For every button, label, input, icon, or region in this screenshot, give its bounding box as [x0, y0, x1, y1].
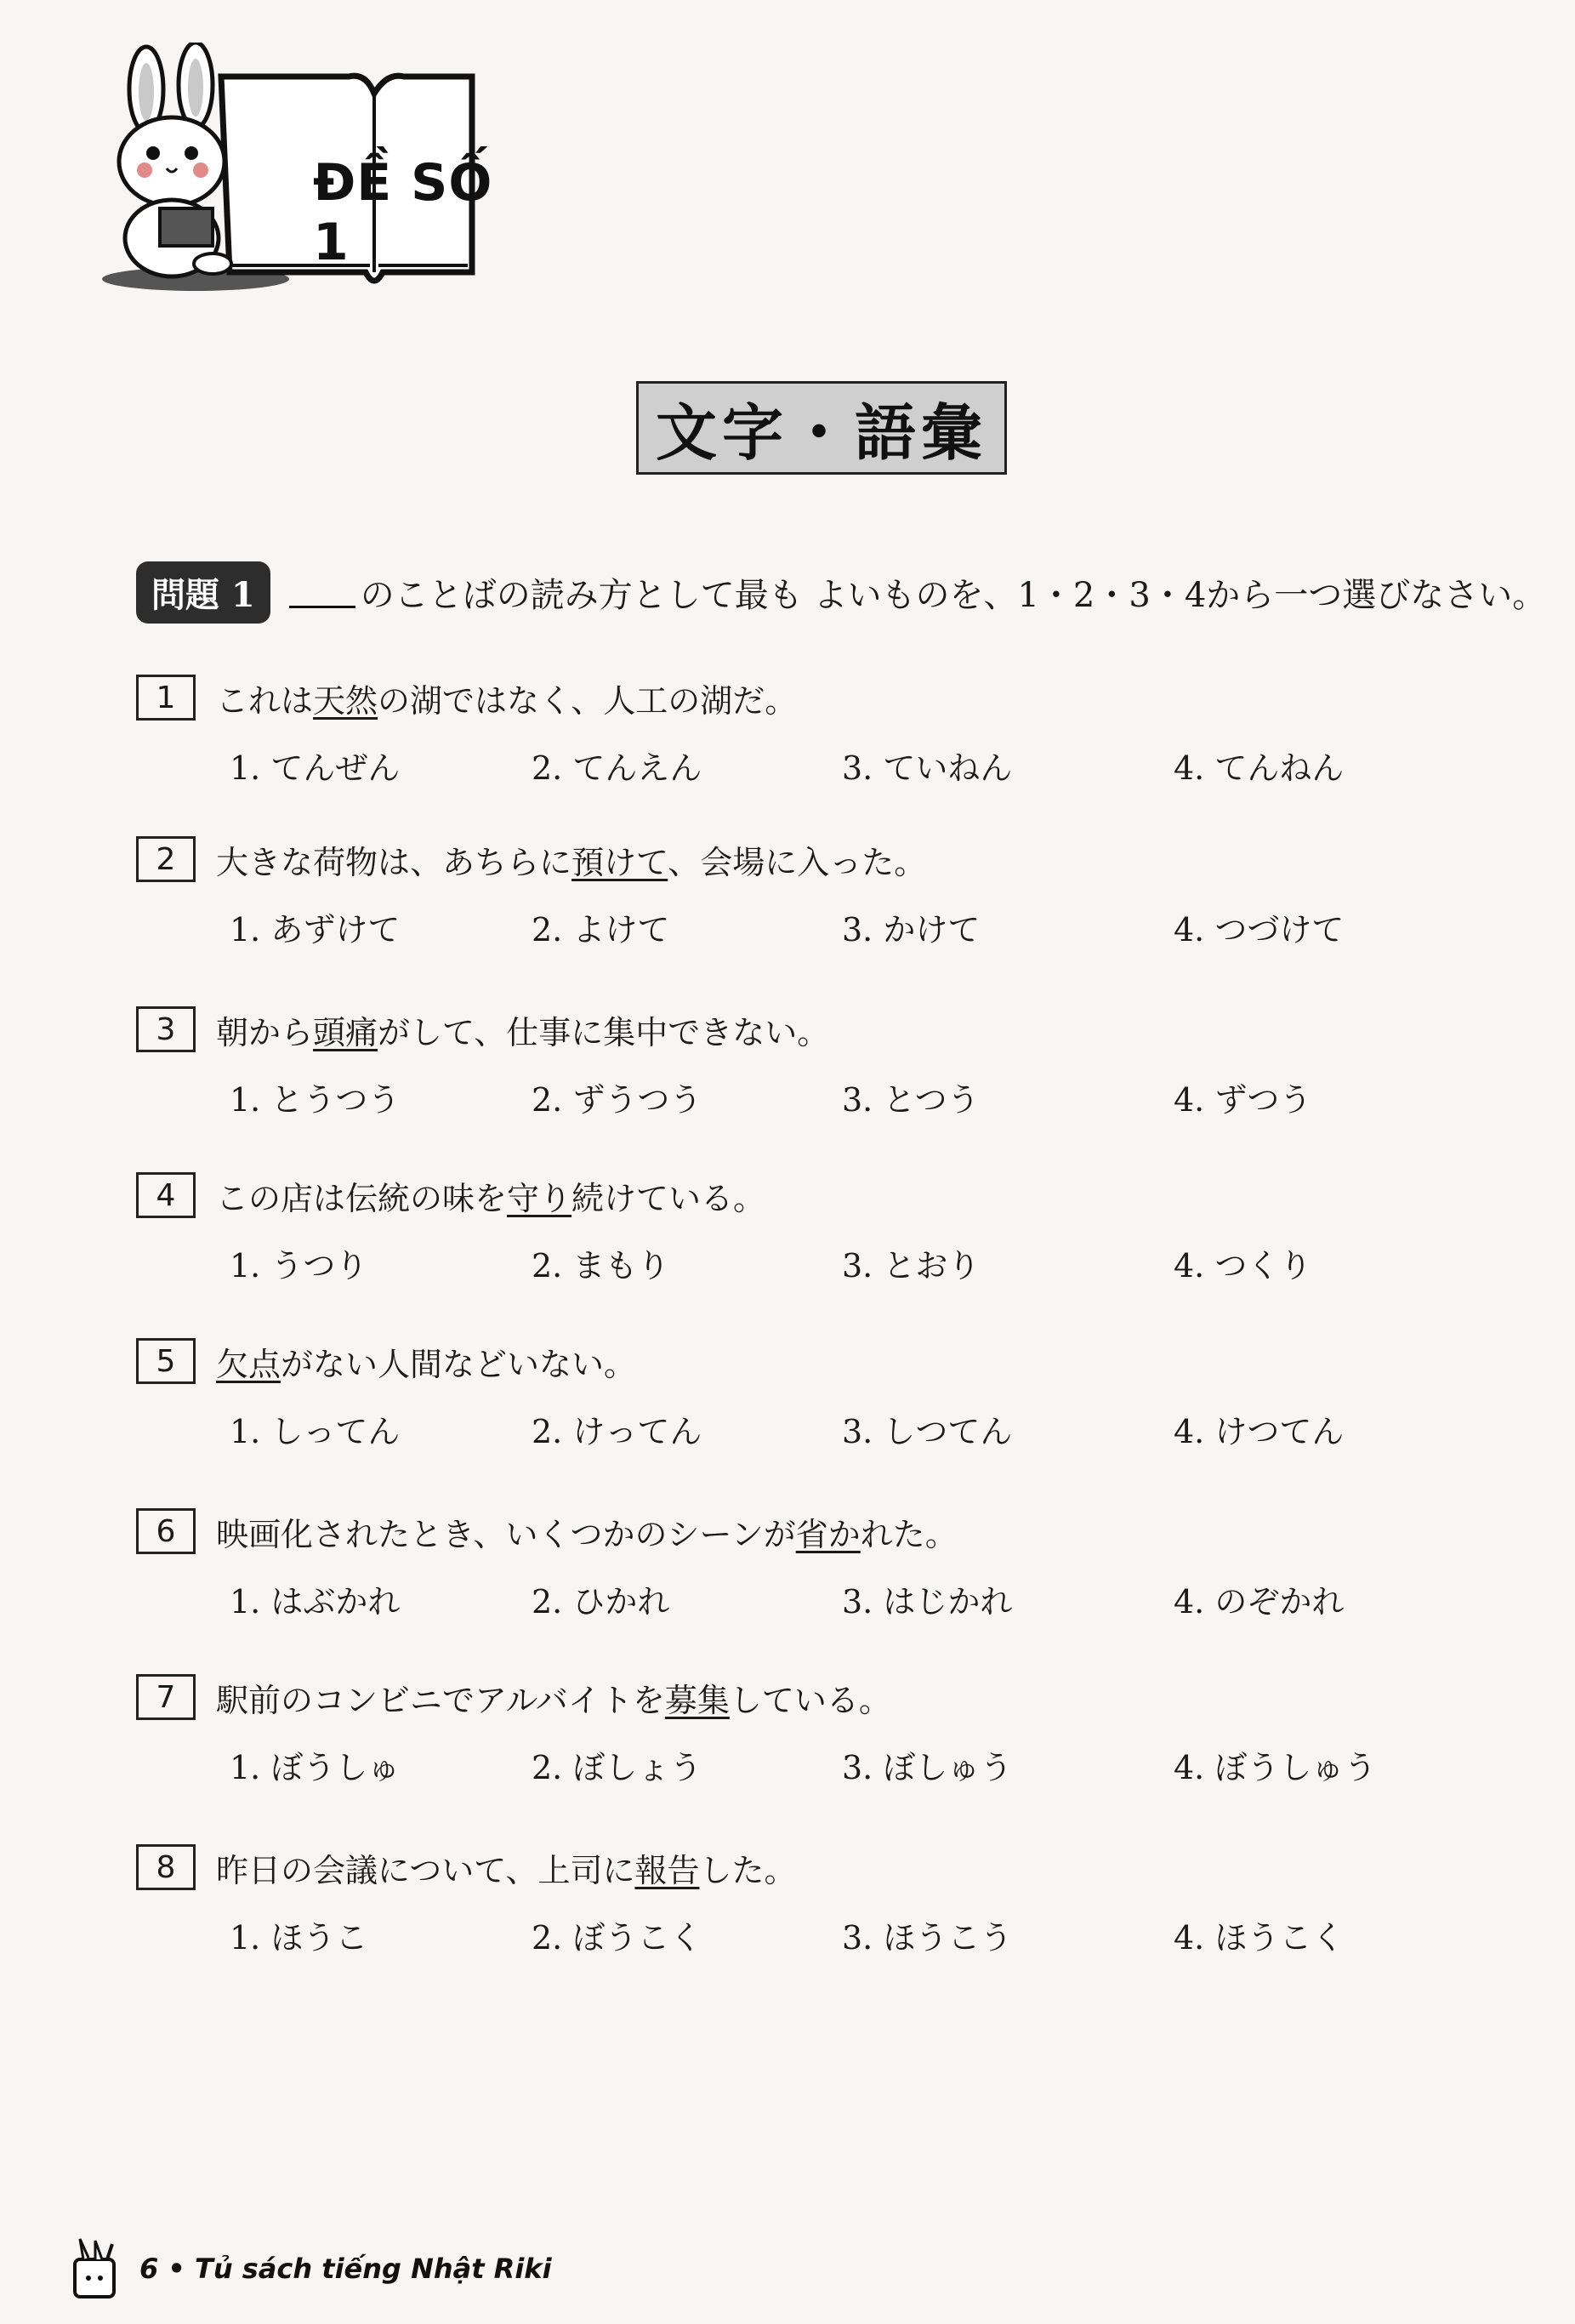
instruction-text: のことばの読み方として最も よいものを、1・2・3・4から一つ選びなさい。 — [360, 576, 1547, 615]
choice-1: 1. うつり — [230, 1247, 368, 1284]
question-number: 4 — [136, 1172, 196, 1218]
question-text: 昨日の会議について、上司に報告した。 — [216, 1851, 797, 1889]
choice-1: 1. ほうこ — [230, 1919, 368, 1957]
question-item — [136, 1672, 1497, 1792]
question-text: 欠点がない人間などいない。 — [216, 1345, 637, 1383]
question-item — [136, 1506, 1497, 1626]
question-item — [136, 1004, 1497, 1125]
target-word: 募集 — [664, 1681, 730, 1719]
question-text: これは天然の湖ではなく、人工の湖だ。 — [216, 681, 798, 720]
choice-3: 3. とつう — [842, 1081, 980, 1119]
choice-4: 4. けつてん — [1174, 1413, 1345, 1450]
question-number: 2 — [136, 836, 196, 882]
choice-3: 3. ほうこう — [842, 1919, 1013, 1957]
answer-choices — [136, 742, 1497, 793]
answer-choices — [136, 1575, 1497, 1626]
question-number: 3 — [136, 1006, 196, 1052]
question-text: 映画化されたとき、いくつかのシーンが省かれた。 — [216, 1515, 958, 1553]
choice-4: 4. てんねん — [1174, 749, 1345, 787]
choice-2: 2. ずうつう — [532, 1081, 702, 1119]
mondai-badge: 問題 1 — [136, 561, 270, 624]
answer-choices — [136, 1405, 1497, 1456]
target-word: 省か — [795, 1515, 861, 1553]
question-item — [136, 1336, 1497, 1456]
choice-3: 3. かけて — [842, 911, 981, 948]
choice-2: 2. ぼしょう — [532, 1749, 702, 1786]
test-number-label: ĐỀ SỐ 1 — [313, 153, 493, 272]
choice-2: 2. てんえん — [532, 749, 702, 787]
choice-4: 4. つくり — [1174, 1247, 1312, 1284]
page-footer — [68, 2237, 552, 2300]
target-word: 預けて — [571, 843, 668, 881]
choice-1: 1. しってん — [230, 1413, 401, 1450]
answer-choices — [136, 1911, 1497, 1962]
mondai-instruction — [136, 561, 1546, 624]
target-word: 頭痛 — [313, 1013, 378, 1051]
choice-3: 3. はじかれ — [842, 1583, 1013, 1621]
choice-1: 1. とうつう — [230, 1081, 401, 1119]
choice-3: 3. ぼしゅう — [842, 1749, 1013, 1786]
choice-4: 4. ほうこく — [1174, 1919, 1345, 1957]
question-item — [136, 834, 1497, 954]
target-word: 守り — [507, 1179, 572, 1217]
section-title: 文字・語彙 — [636, 381, 1007, 475]
question-number: 8 — [136, 1844, 196, 1890]
choice-3: 3. とおり — [842, 1247, 981, 1284]
question-text: この店は伝統の味を守り続けている。 — [216, 1179, 766, 1217]
choice-2: 2. けってん — [532, 1413, 702, 1450]
choice-1: 1. あずけて — [230, 911, 401, 948]
choice-2: 2. よけて — [532, 911, 670, 948]
choice-2: 2. ぼうこく — [532, 1919, 702, 1957]
question-number: 7 — [136, 1674, 196, 1720]
page-footer-text: 6 • Tủ sách tiếng Nhật Riki — [139, 2253, 552, 2285]
choice-1: 1. てんぜん — [230, 749, 401, 787]
question-item — [136, 1842, 1497, 1962]
question-number: 5 — [136, 1338, 196, 1384]
target-word: 欠点 — [216, 1345, 281, 1383]
target-word: 報告 — [634, 1851, 700, 1889]
underline-blank — [289, 577, 355, 608]
answer-choices — [136, 1074, 1497, 1125]
choice-4: 4. のぞかれ — [1174, 1583, 1345, 1621]
question-item — [136, 672, 1497, 793]
choice-1: 1. ぼうしゅ — [230, 1749, 401, 1786]
question-number: 1 — [136, 675, 196, 721]
pencil-cup-icon — [68, 2237, 122, 2300]
answer-choices — [136, 1741, 1497, 1792]
choice-3: 3. しつてん — [842, 1413, 1013, 1450]
choice-4: 4. ぼうしゅう — [1174, 1749, 1377, 1786]
question-item — [136, 1170, 1497, 1290]
choice-4: 4. ずつう — [1174, 1081, 1312, 1119]
question-text: 朝から頭痛がして、仕事に集中できない。 — [216, 1013, 830, 1051]
question-text: 駅前のコンビニでアルバイトを募集している。 — [216, 1681, 891, 1719]
choice-1: 1. はぶかれ — [230, 1583, 401, 1621]
choice-2: 2. まもり — [532, 1247, 670, 1284]
answer-choices — [136, 903, 1497, 954]
question-number: 6 — [136, 1508, 196, 1554]
chapter-header — [94, 43, 493, 298]
choice-4: 4. つづけて — [1174, 911, 1345, 948]
choice-3: 3. ていねん — [842, 749, 1013, 787]
choice-2: 2. ひかれ — [532, 1583, 670, 1621]
question-text: 大きな荷物は、あちらに預けて、会場に入った。 — [216, 843, 927, 881]
target-word: 天然 — [313, 681, 378, 720]
answer-choices — [136, 1239, 1497, 1290]
